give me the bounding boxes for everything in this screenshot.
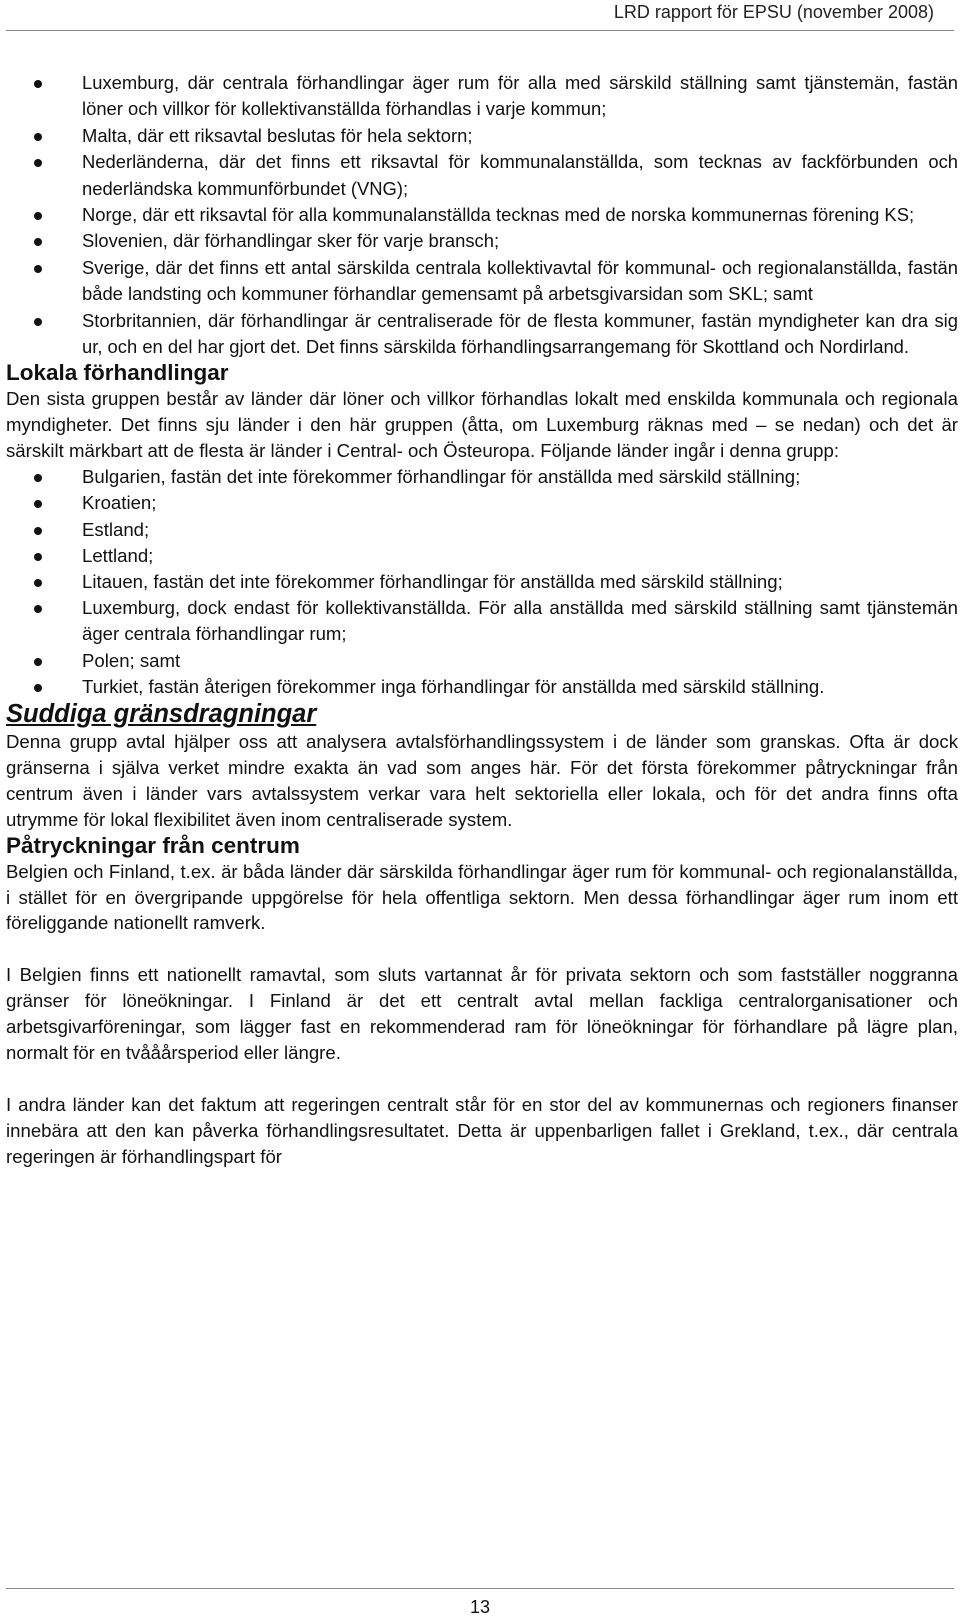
list-item: Lettland; [6,543,958,569]
suddiga-heading: Suddiga gränsdragningar [6,700,317,729]
list-item: Estland; [6,517,958,543]
list-item: Bulgarien, fastän det inte förekommer förhandlingar för anställda med särskild ställning; [6,464,958,490]
list-item: Malta, där ett riksavtal beslutas för hela sektorn; [6,123,958,149]
page-content [6,70,958,1170]
lokala-paragraph: Den sista gruppen består av länder där löner och villkor förhandlas lokalt med enskilda kommunala och regionala myndigheter. Det finns sju länder i den här gruppen (åtta, om Luxemburg räknas med – se nedan) och det är särskilt märkbart att de flesta är länder i Central- och Östeuropa. Följande länder ingår i denna grupp: [6,388,958,462]
footer-divider [6,1588,954,1589]
lokala-country-list [6,464,958,700]
intro-country-list [6,70,958,360]
header-divider [6,30,954,31]
patryckningar-paragraph-1: Belgien och Finland, t.ex. är båda länder där särskilda förhandlingar äger rum för kommunal- och regionalanställda, i stället för en övergripande uppgörelse för hela offentliga sektorn. Men dessa förhandlingar äger rum inom ett föreliggande nationellt ramverk. [6,860,958,934]
list-item: Polen; samt [6,648,958,674]
list-item: Storbritannien, där förhandlingar är centraliserade för de flesta kommuner, fastän myndigheter kan dra sig ur, och en del har gjort det. Det finns särskilda förhandlingsarrangemang för Skottland och Nordirland. [6,308,958,361]
list-item: Sverige, där det finns ett antal särskilda centrala kollektivavtal för kommunal- och regionalanställda, fastän både landsting och kommuner förhandlar gemensamt på arbetsgivarsidan som SKL; samt [6,255,958,308]
lokala-heading: Lokala förhandlingar [6,360,229,386]
list-item: Nederländerna, där det finns ett riksavtal för kommunalanställda, som tecknas av fackförbunden och nederländska kommunförbundet (VNG); [6,149,958,202]
list-item: Slovenien, där förhandlingar sker för varje bransch; [6,228,958,254]
patryckningar-paragraph-2: I Belgien finns ett nationellt ramavtal, som sluts vartannat år för privata sektorn och som fastställer noggranna gränser för löneökningar. I Finland är det ett centralt avtal mellan fackliga centralorganisationer och arbetsgivarföreningar, som lägger fast en rekommenderad ram för löneökningar för förhandlare på lägre plan, normalt för en tvååårsperiod eller längre. [6,964,958,1064]
list-item: Luxemburg, där centrala förhandlingar äger rum för alla med särskild ställning samt tjänstemän, fastän löner och villkor för kollektivanställda förhandlas i varje kommun; [6,70,958,123]
patryckningar-paragraph-3: I andra länder kan det faktum att regeringen centralt står för en stor del av kommunernas och regioners finanser innebära att den kan påverka förhandlingsresultatet. Detta är uppenbarligen fallet i Grekland, t.ex., där centrala regeringen är förhandlingspart för [6,1093,958,1167]
page-header: LRD rapport för EPSU (november 2008) [613,2,934,22]
list-item: Kroatien; [6,490,958,516]
list-item: Litauen, fastän det inte förekommer förhandlingar för anställda med särskild ställning; [6,569,958,595]
page-number: 13 [469,1597,491,1617]
list-item: Turkiet, fastän återigen förekommer inga förhandlingar för anställda med särskild ställning. [6,674,958,700]
list-item: Norge, där ett riksavtal för alla kommunalanställda tecknas med de norska kommunernas förening KS; [6,202,958,228]
patryckningar-heading: Påtryckningar från centrum [6,832,300,858]
suddiga-paragraph: Denna grupp avtal hjälper oss att analysera avtalsförhandlingssystem i de länder som granskas. Ofta är dock gränserna i själva verket mindre exakta än vad som anges här. För det första förekommer påtryckningar från centrum även i länder vars avtalssystem verkar vara helt sektoriella eller lokala, och för det andra finns ofta utrymme för lokal flexibilitet även inom centraliserade system. [6,731,958,830]
list-item: Luxemburg, dock endast för kollektivanställda. För alla anställda med särskild ställning samt tjänstemän äger centrala förhandlingar rum; [6,595,958,647]
